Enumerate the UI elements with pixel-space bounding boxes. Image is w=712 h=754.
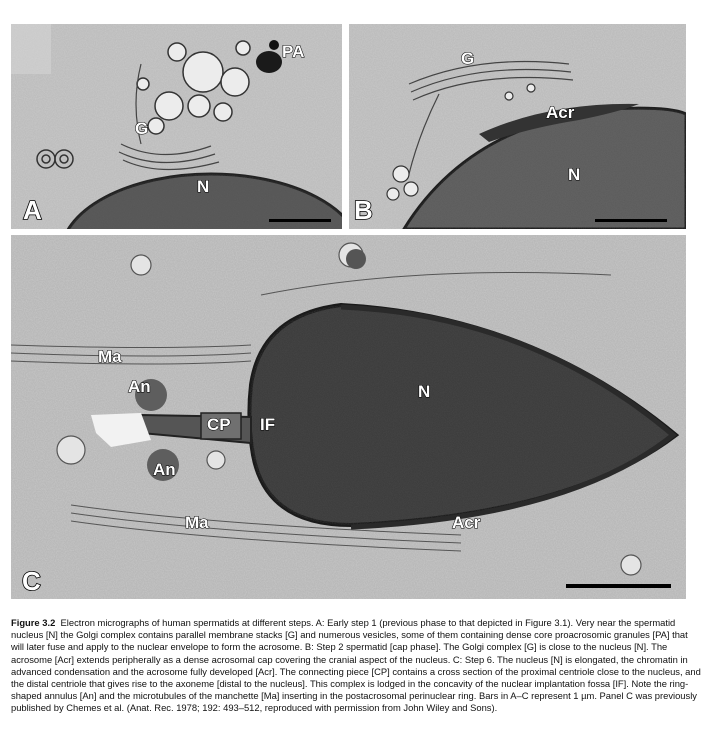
panel-label-c: C (22, 566, 41, 596)
micrograph-panel-b (349, 24, 686, 229)
label-n-b: N (568, 165, 581, 184)
panel-label-a: A (23, 195, 42, 225)
label-ma-top: Ma (98, 347, 122, 366)
label-n-c: N (418, 382, 431, 401)
label-cp: CP (207, 415, 231, 434)
label-acr-b: Acr (546, 103, 575, 122)
label-pa: PA (282, 42, 305, 61)
figure-label: Figure 3.2 (11, 617, 56, 628)
label-if: IF (260, 415, 276, 434)
panel-c-scale-bar (566, 584, 671, 588)
panel-a-image (11, 24, 342, 229)
figure-caption (11, 617, 701, 715)
label-n-a: N (197, 177, 210, 196)
panel-a-proacrosomic-granule (256, 51, 282, 73)
micrograph-panel-a (11, 24, 342, 229)
label-acr-c: Acr (452, 513, 481, 532)
panel-c-image (11, 235, 686, 599)
panel-label-b: B (354, 195, 373, 225)
label-an-top: An (128, 377, 151, 396)
panel-b-scale-bar (595, 219, 667, 222)
caption-text: Electron micrographs of human spermatids at different steps. A: Early step 1 (previous phase to that depicted in Figure 3.1). Very near the spermatid nucleus [N] the Golgi complex contains parallel membrane stacks [G] and numerous vesicles, some of them containing dense core proacrosomic granules [PA] that will later fuse and apply to the nuclear envelope to form the acrosome. B: Step 2 spermatid [cap phase]. The Golgi complex [G] is close to the nucleus [N]. The acrosome [Acr] extends peripherally as a dense acrosomal cap covering the cranial aspect of the nucleus. C: Step 6. The nucleus [N] is elongated, the chromatin in advanced condensation and the acrosome fully developed [Acr]. The connecting piece [CP] contains a cross section of the proximal centriole close to the nucleus, and the distal centriole that gives rise to the axoneme [distal to the nucleus]. This complex is lodged in the concavity of the nuclear implantation fossa [IF]. Note the ring-shaped annulus [An] and the microtubules of the manchette [Ma] inserting in the postacrosomal perinuclear ring. Bars in A–C represent 1 µm. Panel C was previously published by Chemes et al. (Anat. Rec. 1978; 192: 493–512, reproduced with permission from John Wiley and Sons). (11, 617, 701, 714)
label-an-bottom: An (153, 460, 176, 479)
panel-b-image (349, 24, 686, 229)
label-g-a: G (135, 119, 149, 138)
panel-a-scale-bar (269, 219, 331, 222)
label-g-b: G (461, 49, 475, 68)
micrograph-panel-c (11, 235, 686, 599)
label-ma-bottom: Ma (185, 513, 209, 532)
